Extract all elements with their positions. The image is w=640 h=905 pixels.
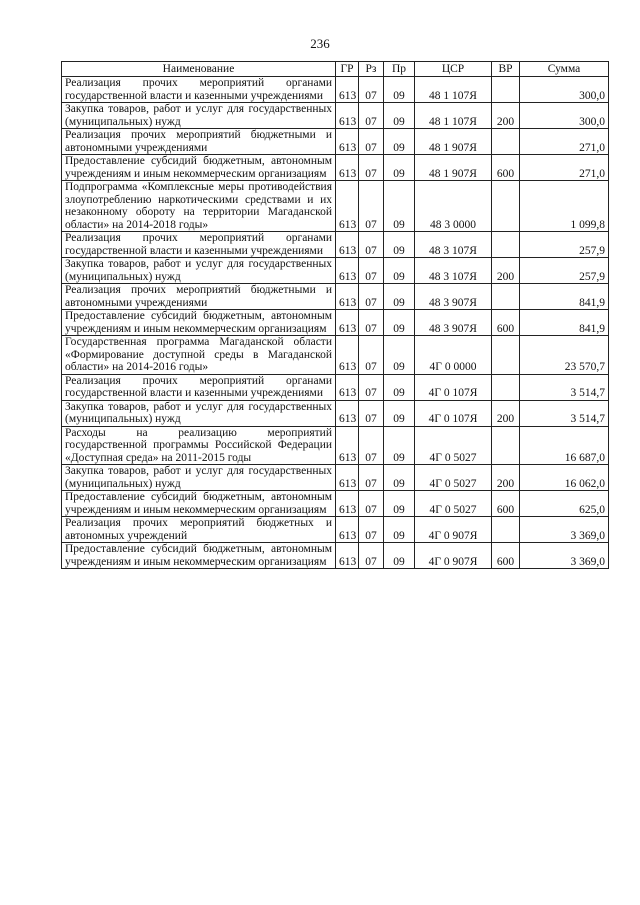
cell-csr: 4Г 0 107Я xyxy=(415,400,492,426)
table-row xyxy=(62,181,609,232)
header-pr: Пр xyxy=(384,62,415,77)
cell-rz: 07 xyxy=(359,400,384,426)
cell-name: Государственная программа Магаданской области «Формирование доступной среды в Магаданской области» на 2014-2016 годы» xyxy=(62,336,336,375)
cell-pr: 09 xyxy=(384,284,415,310)
table-row xyxy=(62,426,609,465)
cell-pr: 09 xyxy=(384,103,415,129)
cell-rz: 07 xyxy=(359,336,384,375)
cell-sum: 257,9 xyxy=(520,258,609,284)
cell-sum: 271,0 xyxy=(520,155,609,181)
cell-gr: 613 xyxy=(336,77,359,103)
cell-vr xyxy=(492,232,520,258)
cell-vr: 600 xyxy=(492,155,520,181)
cell-csr: 4Г 0 907Я xyxy=(415,543,492,569)
cell-vr: 200 xyxy=(492,258,520,284)
table-row xyxy=(62,491,609,517)
cell-csr: 48 1 907Я xyxy=(415,129,492,155)
cell-csr: 4Г 0 5027 xyxy=(415,465,492,491)
cell-rz: 07 xyxy=(359,129,384,155)
table-row xyxy=(62,77,609,103)
cell-gr: 613 xyxy=(336,232,359,258)
cell-sum: 3 514,7 xyxy=(520,400,609,426)
cell-name: Закупка товаров, работ и услуг для государственных (муниципальных) нужд xyxy=(62,103,336,129)
cell-sum: 3 369,0 xyxy=(520,517,609,543)
cell-sum: 3 369,0 xyxy=(520,543,609,569)
cell-name: Реализация прочих мероприятий органами государственной власти и казенными учреждениями xyxy=(62,77,336,103)
table-header-row xyxy=(62,62,609,77)
cell-csr: 4Г 0 107Я xyxy=(415,374,492,400)
table-body xyxy=(62,77,609,569)
cell-pr: 09 xyxy=(384,465,415,491)
cell-sum: 300,0 xyxy=(520,103,609,129)
table-row xyxy=(62,310,609,336)
cell-rz: 07 xyxy=(359,543,384,569)
cell-sum: 16 062,0 xyxy=(520,465,609,491)
cell-pr: 09 xyxy=(384,426,415,465)
table-row xyxy=(62,400,609,426)
cell-name: Предоставление субсидий бюджетным, автономным учреждениям и иным некоммерческим организациям xyxy=(62,543,336,569)
cell-csr: 48 3 0000 xyxy=(415,181,492,232)
cell-csr: 4Г 0 5027 xyxy=(415,426,492,465)
cell-pr: 09 xyxy=(384,310,415,336)
cell-gr: 613 xyxy=(336,129,359,155)
cell-vr xyxy=(492,426,520,465)
table-row xyxy=(62,374,609,400)
header-name: Наименование xyxy=(62,62,336,77)
cell-sum: 23 570,7 xyxy=(520,336,609,375)
cell-name: Реализация прочих мероприятий бюджетными и автономными учреждениями xyxy=(62,129,336,155)
page-number: 236 xyxy=(310,36,330,51)
cell-rz: 07 xyxy=(359,374,384,400)
cell-vr xyxy=(492,77,520,103)
cell-vr: 600 xyxy=(492,310,520,336)
cell-pr: 09 xyxy=(384,374,415,400)
cell-vr xyxy=(492,129,520,155)
cell-csr: 4Г 0 5027 xyxy=(415,491,492,517)
cell-sum: 841,9 xyxy=(520,310,609,336)
cell-csr: 48 3 107Я xyxy=(415,232,492,258)
cell-name: Подпрограмма «Комплексные меры противодействия злоупотреблению наркотическими средствами и их незаконному обороту на территории Магаданской области» на 2014-2018 годы» xyxy=(62,181,336,232)
cell-csr: 4Г 0 0000 xyxy=(415,336,492,375)
cell-name: Реализация прочих мероприятий органами государственной власти и казенными учреждениями xyxy=(62,232,336,258)
cell-vr xyxy=(492,517,520,543)
cell-sum: 841,9 xyxy=(520,284,609,310)
cell-vr xyxy=(492,374,520,400)
cell-name: Реализация прочих мероприятий органами государственной власти и казенными учреждениями xyxy=(62,374,336,400)
cell-vr: 200 xyxy=(492,103,520,129)
cell-pr: 09 xyxy=(384,336,415,375)
budget-table xyxy=(61,61,609,569)
cell-gr: 613 xyxy=(336,400,359,426)
cell-pr: 09 xyxy=(384,543,415,569)
cell-rz: 07 xyxy=(359,517,384,543)
header-rz: Рз xyxy=(359,62,384,77)
cell-gr: 613 xyxy=(336,310,359,336)
table-row xyxy=(62,103,609,129)
cell-sum: 300,0 xyxy=(520,77,609,103)
header-vr: ВР xyxy=(492,62,520,77)
cell-vr: 200 xyxy=(492,400,520,426)
cell-pr: 09 xyxy=(384,517,415,543)
cell-name: Закупка товаров, работ и услуг для государственных (муниципальных) нужд xyxy=(62,258,336,284)
cell-name: Реализация прочих мероприятий бюджетных и автономных учреждений xyxy=(62,517,336,543)
cell-csr: 48 3 907Я xyxy=(415,310,492,336)
table-row xyxy=(62,517,609,543)
cell-rz: 07 xyxy=(359,310,384,336)
cell-vr xyxy=(492,336,520,375)
cell-vr xyxy=(492,181,520,232)
cell-csr: 48 1 107Я xyxy=(415,77,492,103)
cell-rz: 07 xyxy=(359,103,384,129)
cell-gr: 613 xyxy=(336,336,359,375)
cell-gr: 613 xyxy=(336,491,359,517)
cell-rz: 07 xyxy=(359,232,384,258)
cell-vr: 200 xyxy=(492,465,520,491)
cell-name: Предоставление субсидий бюджетным, автономным учреждениям и иным некоммерческим организациям xyxy=(62,155,336,181)
cell-gr: 613 xyxy=(336,103,359,129)
cell-sum: 257,9 xyxy=(520,232,609,258)
table-row xyxy=(62,129,609,155)
cell-rz: 07 xyxy=(359,491,384,517)
table-row xyxy=(62,465,609,491)
cell-sum: 625,0 xyxy=(520,491,609,517)
cell-gr: 613 xyxy=(336,284,359,310)
cell-sum: 16 687,0 xyxy=(520,426,609,465)
cell-pr: 09 xyxy=(384,155,415,181)
cell-pr: 09 xyxy=(384,258,415,284)
cell-csr: 48 1 107Я xyxy=(415,103,492,129)
cell-csr: 48 3 107Я xyxy=(415,258,492,284)
cell-rz: 07 xyxy=(359,465,384,491)
cell-pr: 09 xyxy=(384,491,415,517)
cell-name: Закупка товаров, работ и услуг для государственных (муниципальных) нужд xyxy=(62,465,336,491)
cell-name: Реализация прочих мероприятий бюджетными и автономными учреждениями xyxy=(62,284,336,310)
cell-gr: 613 xyxy=(336,258,359,284)
cell-gr: 613 xyxy=(336,374,359,400)
header-sum: Сумма xyxy=(520,62,609,77)
cell-sum: 271,0 xyxy=(520,129,609,155)
table-row xyxy=(62,258,609,284)
table-row xyxy=(62,543,609,569)
cell-csr: 48 3 907Я xyxy=(415,284,492,310)
cell-rz: 07 xyxy=(359,181,384,232)
cell-gr: 613 xyxy=(336,465,359,491)
table-row xyxy=(62,232,609,258)
cell-csr: 4Г 0 907Я xyxy=(415,517,492,543)
cell-rz: 07 xyxy=(359,284,384,310)
cell-pr: 09 xyxy=(384,400,415,426)
cell-vr: 600 xyxy=(492,543,520,569)
cell-vr: 600 xyxy=(492,491,520,517)
cell-sum: 3 514,7 xyxy=(520,374,609,400)
table-row xyxy=(62,284,609,310)
cell-gr: 613 xyxy=(336,426,359,465)
table-row xyxy=(62,155,609,181)
cell-gr: 613 xyxy=(336,181,359,232)
cell-name: Предоставление субсидий бюджетным, автономным учреждениям и иным некоммерческим организациям xyxy=(62,491,336,517)
cell-rz: 07 xyxy=(359,77,384,103)
cell-rz: 07 xyxy=(359,426,384,465)
cell-pr: 09 xyxy=(384,77,415,103)
header-csr: ЦСР xyxy=(415,62,492,77)
cell-rz: 07 xyxy=(359,258,384,284)
cell-pr: 09 xyxy=(384,232,415,258)
table-row xyxy=(62,336,609,375)
cell-pr: 09 xyxy=(384,181,415,232)
cell-sum: 1 099,8 xyxy=(520,181,609,232)
cell-name: Расходы на реализацию мероприятий государственной программы Российской Федерации «Доступная среда» на 2011-2015 годы xyxy=(62,426,336,465)
cell-pr: 09 xyxy=(384,129,415,155)
cell-gr: 613 xyxy=(336,517,359,543)
cell-vr xyxy=(492,284,520,310)
header-gr: ГР xyxy=(336,62,359,77)
cell-gr: 613 xyxy=(336,543,359,569)
cell-gr: 613 xyxy=(336,155,359,181)
cell-csr: 48 1 907Я xyxy=(415,155,492,181)
cell-name: Закупка товаров, работ и услуг для государственных (муниципальных) нужд xyxy=(62,400,336,426)
cell-name: Предоставление субсидий бюджетным, автономным учреждениям и иным некоммерческим организациям xyxy=(62,310,336,336)
cell-rz: 07 xyxy=(359,155,384,181)
